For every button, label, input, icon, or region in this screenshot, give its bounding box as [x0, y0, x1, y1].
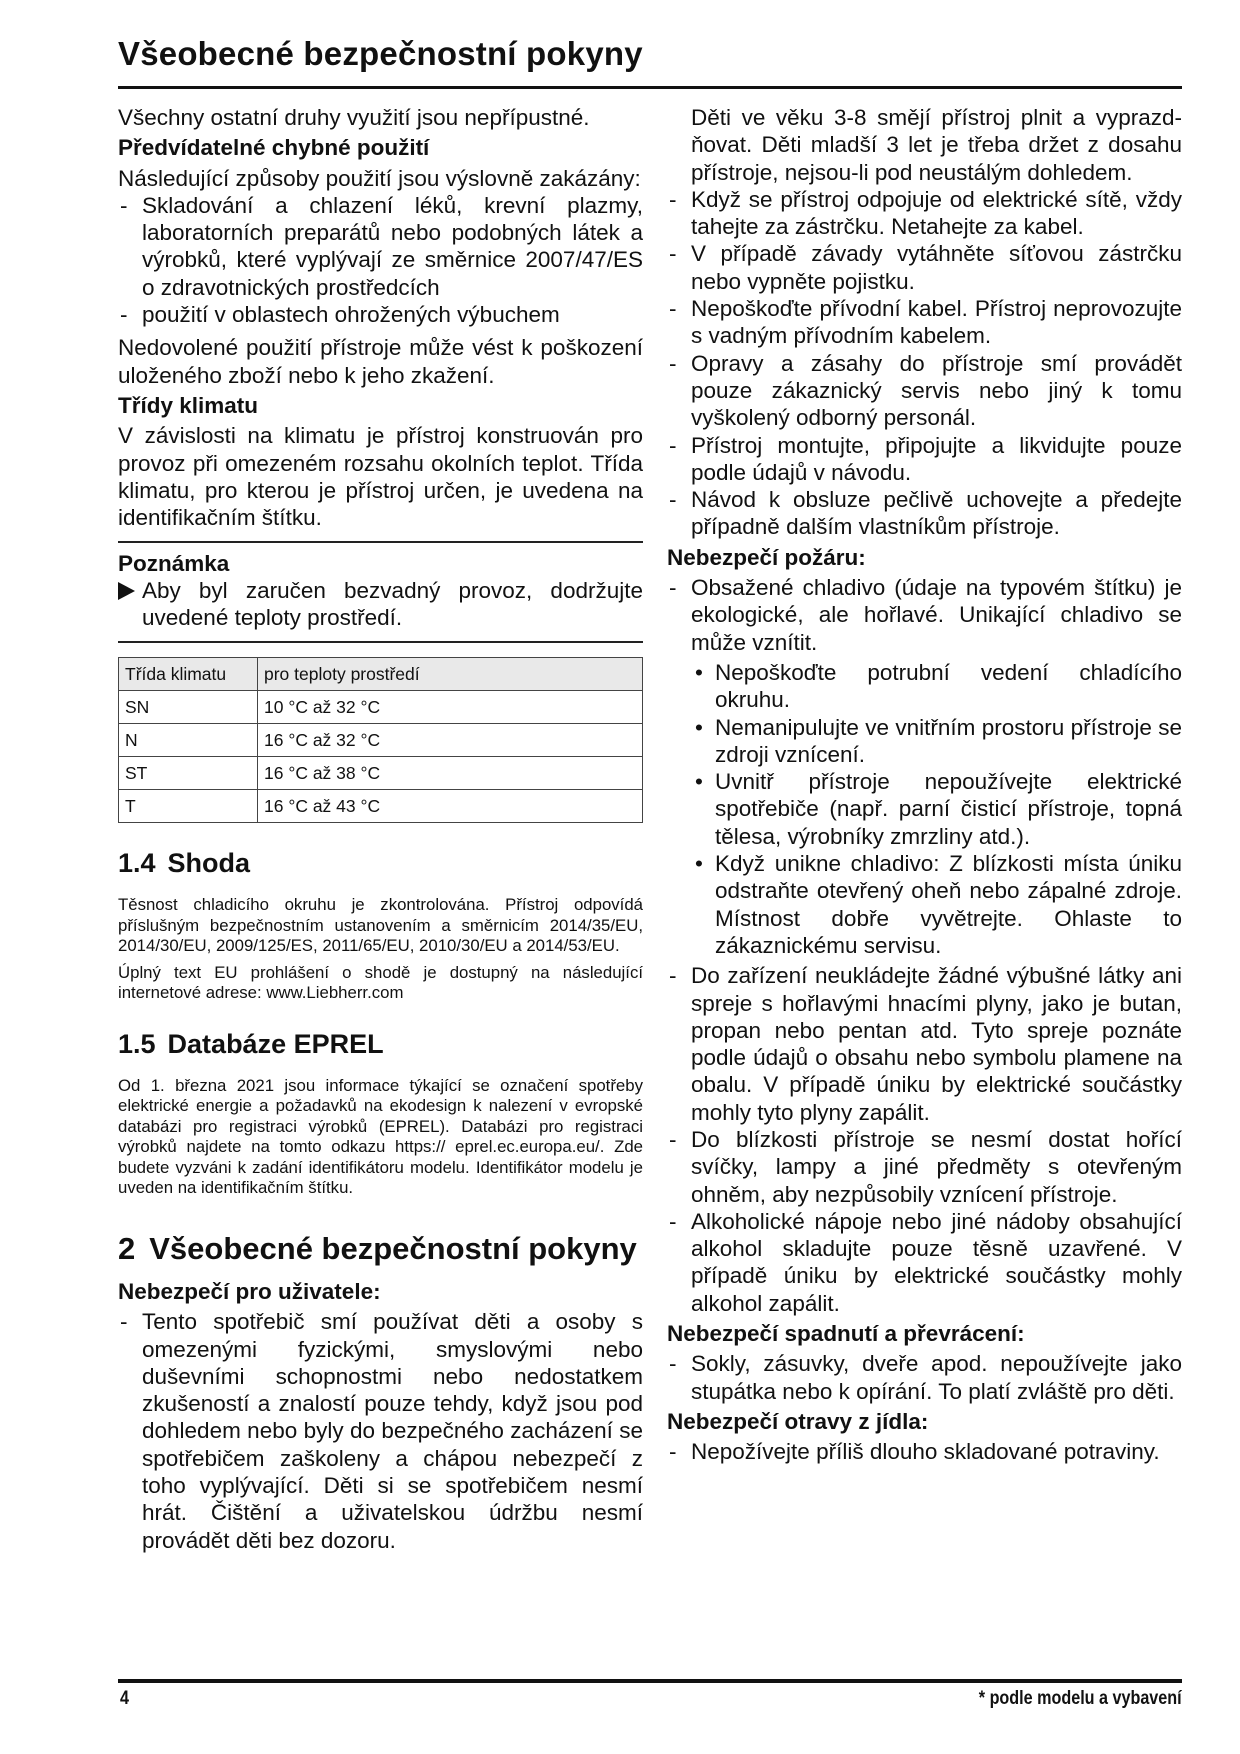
fall-danger-list — [667, 1350, 1182, 1405]
left-column — [118, 104, 643, 1554]
note-text: Aby byl zaručen bezvadný provoz, dodržujte uvedené teploty prostředí. — [142, 578, 643, 631]
table-cell: 10 °C až 32 °C — [258, 691, 643, 724]
table-cell: N — [119, 724, 258, 757]
list-item: - Nepoškoďte přívodní kabel. Přístroj neprovozujte s vadným přívodním kabelem. — [667, 295, 1182, 350]
chapter-number: 2 — [118, 1230, 136, 1266]
bullet-item: • Uvnitř přístroje nepoužívejte elektrické spotřebiče (např. parní čisticí přístroje, topná tělesa, výrobníky zmrzliny atd.). — [691, 768, 1182, 850]
list-item: - Sokly, zásuvky, dveře apod. nepoužívejte jako stupátka nebo k opírání. To platí zvláště pro děti. — [667, 1350, 1182, 1405]
list-item: - Do zařízení neukládejte žádné výbušné látky ani spreje s hořlavými hnacími plyny, jako je butan, propan nebo pentan atd. Tyto spreje poznáte podle údajů o obsahu nebo symbolu plamene na obalu. V případě úniku by elektrické součástky mohly tyto plyny zapálit. — [667, 962, 1182, 1126]
section-number: 1.4 — [118, 848, 156, 879]
triangle-right-icon — [118, 582, 135, 600]
chapter-heading-2 — [118, 1229, 643, 1268]
climate-table — [118, 657, 643, 823]
list-item: - Nepožívejte příliš dlouho skladované potraviny. — [667, 1438, 1182, 1465]
list-item: - Tento spotřebič smí používat děti a osoby s omezenými fyzickými, smyslovými nebo duševními schopnostmi nebo nedostatkem zkušeností a znalostí pouze tehdy, když jsou pod dohledem nebo byly do bezpečného zacházení se spotřebičem zaškoleny a chápou nebezpečí z toho vyplývající. Děti si se spotřebičem nesmí hrát. Čištění a uživatelskou údržbu nesmí provádět děti bez dozoru. — [118, 1308, 643, 1554]
list-item — [667, 574, 1182, 656]
table-header: Třída klimatu — [119, 658, 258, 691]
page-number: 4 — [120, 1688, 129, 1709]
bullet-item: • Když unikne chladivo: Z blízkosti místa úniku odstraňte otevřený oheň nebo zápalné zdroje. Místnost dobře vyvětrejte. Ohlaste to zákaznickému servisu. — [691, 850, 1182, 959]
eprel-paragraph: Od 1. března 2021 jsou informace týkající se označení spotřeby elektrické energie a požadavků na ekodesign k nalezení v evropské databázi pro registraci výrobků (EPREL). Databázi pro registraci výrobků najdete na tomto odkazu https:// eprel.ec.europa.eu/. Zde budete vyzváni k zadání identifikátoru modelu. Identifikátor modelu je uveden na identifikačním štítku. — [118, 1075, 643, 1198]
table-row — [119, 790, 643, 823]
bullet-item: • Nemanipulujte ve vnitřním prostoru přístroje se zdroji vznícení. — [691, 714, 1182, 769]
section-title: Databáze EPREL — [167, 1028, 384, 1059]
section-number: 1.5 — [118, 1028, 156, 1059]
climate-text: V závislosti na klimatu je přístroj konstruován pro provoz při omezeném rozsahu okolních teplot. Třída klimatu, pro kterou je přístroj určen, je uvedena na identifikačním štítku. — [118, 423, 643, 531]
intro-paragraph: Všechny ostatní druhy využití jsou nepřípustné. — [118, 105, 590, 130]
food-danger-heading: Nebezpečí otravy z jídla: — [667, 1408, 929, 1434]
list-item: - Opravy a zásahy do přístroje smí provádět pouze zákaznický servis nebo jiný k tomu vyškolený odborný personál. — [667, 350, 1182, 432]
continuation-paragraph: Děti ve věku 3-8 smějí přístroj plnit a vyprazdňovat. Děti mladší 3 let je třeba držet z dosahu přístroje, nejsou-li pod neustálým dohledem. — [691, 105, 1182, 185]
user-danger-list-continued — [667, 186, 1182, 541]
table-cell: SN — [119, 691, 258, 724]
section-heading-1-5 — [118, 1028, 643, 1060]
header-divider — [118, 86, 1182, 89]
bullet-item: • Nepoškoďte potrubní vedení chladícího okruhu. — [691, 659, 1182, 714]
fall-danger-heading: Nebezpečí spadnutí a převrácení: — [667, 1321, 1025, 1347]
table-cell: 16 °C až 43 °C — [258, 790, 643, 823]
misuse-heading: Předvídatelné chybné použití — [118, 135, 430, 161]
fire-danger-list — [667, 574, 1182, 656]
section-heading-1-4 — [118, 847, 643, 879]
table-cell: 16 °C až 32 °C — [258, 724, 643, 757]
page-title: Všeobecné bezpečnostní pokyny — [118, 35, 643, 72]
note-item — [118, 577, 643, 631]
user-danger-list — [118, 1308, 643, 1554]
list-item: - V případě závady vytáhněte síťovou zástrčku nebo vypněte pojistku. — [667, 240, 1182, 295]
footer-divider — [118, 1679, 1182, 1683]
note-title: Poznámka — [118, 551, 230, 577]
page-header — [118, 34, 1182, 74]
footer-note: * podle modelu a vybavení — [979, 1688, 1182, 1709]
climate-heading: Třídy klimatu — [118, 392, 259, 418]
table-cell: ST — [119, 757, 258, 790]
list-item: - použití v oblastech ohrožených výbuchem — [118, 301, 643, 328]
misuse-list — [118, 192, 643, 328]
list-item: - Přístroj montujte, připojujte a likvidujte pouze podle údajů v návodu. — [667, 432, 1182, 487]
list-item: - Návod k obsluze pečlivě uchovejte a předejte případně dalším vlastníkům přístroje. — [667, 486, 1182, 541]
fire-danger-heading: Nebezpečí požáru: — [667, 544, 866, 570]
conformity-paragraph: Těsnost chladicího okruhu je zkontrolována. Přístroj odpovídá příslušným bezpečnostním ustanovením a směrnicím 2014/35/EU, 2014/30/EU, 2009/125/ES, 2011/65/EU, 2010/30/EU a 2014/53/EU. — [118, 895, 643, 956]
table-row — [119, 724, 643, 757]
list-item: - Když se přístroj odpojuje od elektrické sítě, vždy tahejte za zástrčku. Netahejte za kabel. — [667, 186, 1182, 241]
list-item: - Alkoholické nápoje nebo jiné nádoby obsahující alkohol skladujte pouze těsně uzavřené. V případě úniku by elektrické součástky mohly alkohol zapálit. — [667, 1208, 1182, 1317]
table-header-row — [119, 658, 643, 691]
list-item: - Do blízkosti přístroje se nesmí dostat hořící svíčky, lampy a jiné předměty s otevřeným ohněm, aby nezpůsobily vznícení přístroje. — [667, 1126, 1182, 1208]
table-header: pro teploty prostředí — [258, 658, 643, 691]
table-cell: T — [119, 790, 258, 823]
conformity-link-paragraph: Úplný text EU prohlášení o shodě je dostupný na následující internetové adrese: www.Liebherr.com — [118, 962, 643, 1003]
note-divider-top — [118, 541, 643, 543]
section-title: Shoda — [167, 848, 251, 879]
misuse-text: Následující způsoby použití jsou výslovně zakázány: — [118, 165, 641, 191]
food-danger-list — [667, 1438, 1182, 1465]
list-item: - Skladování a chlazení léků, krevní plazmy, laboratorních preparátů nebo podobných látek a výrobků, které vyplývají ze směrnice 2007/47/ES o zdravotnických prostředcích — [118, 192, 643, 301]
fire-bullet-list — [667, 659, 1182, 959]
misuse-consequence: Nedovolené použití přístroje může vést k poškození uloženého zboží nebo k jeho zkažení. — [118, 335, 643, 388]
fire-danger-list-rest — [667, 962, 1182, 1317]
note-divider-bottom — [118, 641, 643, 643]
chapter-title: Všeobecné bezpečnostní pokyny — [149, 1230, 637, 1266]
user-danger-heading: Nebezpečí pro uživatele: — [118, 1278, 381, 1304]
table-row — [119, 757, 643, 790]
list-item-text: Obsažené chladivo (údaje na typovém štítku) je ekologické, ale hořlavé. Unikající chladivo se může vznítit. — [691, 575, 1182, 655]
table-cell: 16 °C až 38 °C — [258, 757, 643, 790]
table-row — [119, 691, 643, 724]
right-column — [667, 104, 1182, 1466]
